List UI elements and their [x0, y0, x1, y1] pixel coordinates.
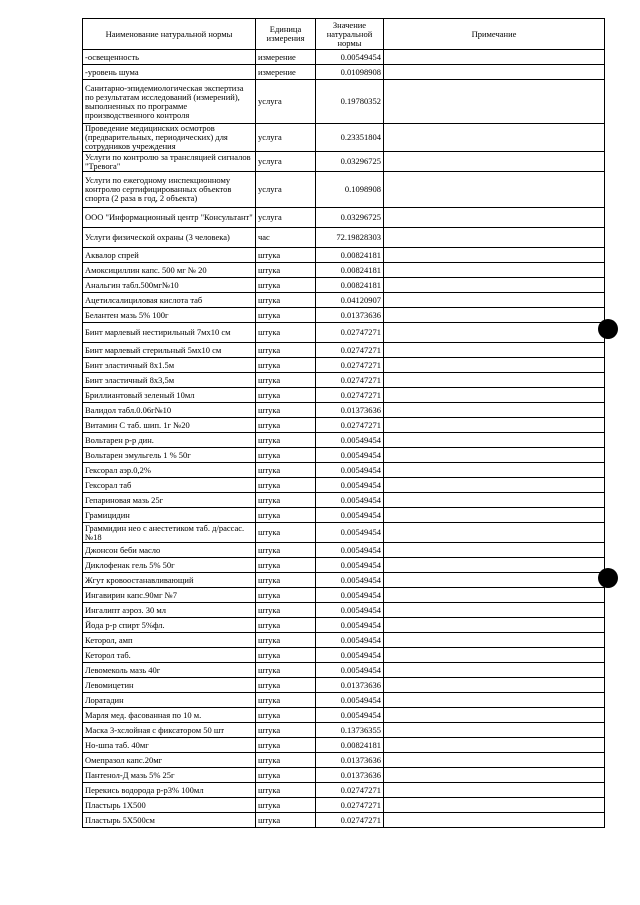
row-name: Маска 3-хслойная с фиксатором 50 шт	[83, 723, 256, 738]
table-row	[83, 403, 605, 418]
row-note	[384, 388, 605, 403]
row-value: 0.00549454	[316, 603, 384, 618]
row-value: 0.00549454	[316, 508, 384, 523]
row-value: 0.00824181	[316, 263, 384, 278]
table-row	[83, 708, 605, 723]
table-row	[83, 523, 605, 543]
row-note	[384, 358, 605, 373]
table-row	[83, 603, 605, 618]
row-unit: штука	[256, 388, 316, 403]
row-value: 0.23351804	[316, 124, 384, 152]
row-name: Услуги по ежегодному инспекционному контролю сертифицированных объектов спорта (2 раза в год, 2 объекта)	[83, 172, 256, 208]
row-note	[384, 124, 605, 152]
row-value: 0.02747271	[316, 798, 384, 813]
row-note	[384, 798, 605, 813]
table-row	[83, 543, 605, 558]
row-name: Пластырь 1Х500	[83, 798, 256, 813]
row-unit: штука	[256, 263, 316, 278]
row-name: Кеторол таб.	[83, 648, 256, 663]
header-value: Значение натуральной нормы	[316, 19, 384, 50]
row-value: 0.02747271	[316, 358, 384, 373]
row-value: 0.04120907	[316, 293, 384, 308]
row-name: Амоксициллин капс. 500 мг № 20	[83, 263, 256, 278]
row-name: Марля мед. фасованная по 10 м.	[83, 708, 256, 723]
row-note	[384, 783, 605, 798]
row-name: -освещенность	[83, 50, 256, 65]
row-name: Гексорал аэр.0,2%	[83, 463, 256, 478]
table-row	[83, 388, 605, 403]
table-row	[83, 80, 605, 124]
row-note	[384, 278, 605, 293]
row-note	[384, 152, 605, 172]
row-value: 0.02747271	[316, 813, 384, 828]
row-name: Граммидин нео с анестетиком таб. д/рассас. №18	[83, 523, 256, 543]
row-note	[384, 738, 605, 753]
table-row	[83, 433, 605, 448]
row-unit: штука	[256, 448, 316, 463]
row-note	[384, 343, 605, 358]
row-note	[384, 543, 605, 558]
row-name: Лоратадин	[83, 693, 256, 708]
row-unit: штука	[256, 588, 316, 603]
row-note	[384, 373, 605, 388]
table-row	[83, 263, 605, 278]
table-row	[83, 50, 605, 65]
row-value: 0.02747271	[316, 783, 384, 798]
header-unit: Единица измерения	[256, 19, 316, 50]
row-name: Перекись водорода р-р3% 100мл	[83, 783, 256, 798]
row-note	[384, 708, 605, 723]
row-note	[384, 603, 605, 618]
row-value: 0.00549454	[316, 523, 384, 543]
row-value: 0.00549454	[316, 633, 384, 648]
row-name: Йода р-р спирт 5%фл.	[83, 618, 256, 633]
row-value: 0.00824181	[316, 278, 384, 293]
row-value: 0.02747271	[316, 388, 384, 403]
table-row	[83, 633, 605, 648]
row-unit: штука	[256, 293, 316, 308]
row-note	[384, 228, 605, 248]
table-row	[83, 208, 605, 228]
row-unit: штука	[256, 723, 316, 738]
row-note	[384, 493, 605, 508]
row-value: 0.02747271	[316, 343, 384, 358]
row-unit: штука	[256, 663, 316, 678]
row-value: 0.00549454	[316, 478, 384, 493]
table-row	[83, 798, 605, 813]
row-unit: час	[256, 228, 316, 248]
row-unit: штука	[256, 478, 316, 493]
norms-table	[82, 18, 605, 828]
table-row	[83, 308, 605, 323]
row-name: Санитарно-эпидемиологическая экспертиза по результатам исследований (измерений), выполненных по программе производственного контроля	[83, 80, 256, 124]
row-value: 0.00549454	[316, 493, 384, 508]
row-name: Пластырь 5Х500см	[83, 813, 256, 828]
row-name: Ацетилсалициловая кислота таб	[83, 293, 256, 308]
table-row	[83, 693, 605, 708]
row-note	[384, 80, 605, 124]
row-note	[384, 403, 605, 418]
row-name: Диклофенак гель 5% 50г	[83, 558, 256, 573]
row-value: 0.01373636	[316, 768, 384, 783]
row-unit: штука	[256, 783, 316, 798]
row-unit: штука	[256, 798, 316, 813]
row-unit: штука	[256, 633, 316, 648]
table-row	[83, 618, 605, 633]
row-name: Аквалор спрей	[83, 248, 256, 263]
table-body	[83, 50, 605, 828]
row-unit: штука	[256, 618, 316, 633]
row-name: Гексорал таб	[83, 478, 256, 493]
row-value: 0.03296725	[316, 208, 384, 228]
row-unit: штука	[256, 603, 316, 618]
row-value: 0.00549454	[316, 648, 384, 663]
table-row	[83, 783, 605, 798]
row-name: Проведение медицинских осмотров (предварительных, периодических) для сотрудников учреждения	[83, 124, 256, 152]
row-unit: измерение	[256, 50, 316, 65]
row-unit: штука	[256, 248, 316, 263]
row-unit: штука	[256, 433, 316, 448]
row-name: Витамин С таб. шип. 1г №20	[83, 418, 256, 433]
row-note	[384, 633, 605, 648]
table-row	[83, 558, 605, 573]
row-name: ООО "Информационный центр "Консультант"	[83, 208, 256, 228]
row-value: 0.00549454	[316, 50, 384, 65]
row-name: Вольтарен эмульгель 1 % 50г	[83, 448, 256, 463]
row-value: 0.00549454	[316, 708, 384, 723]
row-name: Вольтарен р-р дин.	[83, 433, 256, 448]
row-unit: штука	[256, 648, 316, 663]
row-value: 0.00824181	[316, 248, 384, 263]
row-unit: штука	[256, 373, 316, 388]
row-name: Анальгин табл.500мг№10	[83, 278, 256, 293]
table-row	[83, 293, 605, 308]
row-value: 0.1098908	[316, 172, 384, 208]
row-name: Бриллиантовый зеленый 10мл	[83, 388, 256, 403]
row-unit: штука	[256, 813, 316, 828]
row-value: 0.13736355	[316, 723, 384, 738]
row-name: -уровень шума	[83, 65, 256, 80]
row-unit: штука	[256, 523, 316, 543]
table-row	[83, 588, 605, 603]
table-row	[83, 278, 605, 293]
table-row	[83, 373, 605, 388]
header-name: Наименование натуральной нормы	[83, 19, 256, 50]
row-note	[384, 663, 605, 678]
table-row	[83, 463, 605, 478]
row-name: Белантен мазь 5% 100г	[83, 308, 256, 323]
row-unit: штука	[256, 768, 316, 783]
row-value: 0.03296725	[316, 152, 384, 172]
row-note	[384, 65, 605, 80]
row-name: Бинт эластичный 8х3,5м	[83, 373, 256, 388]
table-row	[83, 323, 605, 343]
table-row	[83, 418, 605, 433]
table-row	[83, 723, 605, 738]
row-name: Услуги по контролю за трансляцией сигналов "Тревога"	[83, 152, 256, 172]
row-unit: штука	[256, 708, 316, 723]
row-unit: услуга	[256, 152, 316, 172]
row-name: Омепразол капс.20мг	[83, 753, 256, 768]
row-note	[384, 172, 605, 208]
row-name: Джонсон беби масло	[83, 543, 256, 558]
row-name: Бинт эластичный 8х1.5м	[83, 358, 256, 373]
row-note	[384, 208, 605, 228]
row-note	[384, 723, 605, 738]
row-value: 0.00549454	[316, 618, 384, 633]
row-unit: услуга	[256, 208, 316, 228]
row-name: Грамицидин	[83, 508, 256, 523]
table-row	[83, 678, 605, 693]
header-note: Примечание	[384, 19, 605, 50]
row-name: Бинт марлевый стерильный 5мх10 см	[83, 343, 256, 358]
table-row	[83, 813, 605, 828]
table-row	[83, 448, 605, 463]
row-value: 0.00549454	[316, 448, 384, 463]
row-note	[384, 618, 605, 633]
row-note	[384, 478, 605, 493]
row-unit: штука	[256, 418, 316, 433]
row-value: 0.19780352	[316, 80, 384, 124]
row-name: Но-шпа таб. 40мг	[83, 738, 256, 753]
row-note	[384, 263, 605, 278]
row-value: 0.01098908	[316, 65, 384, 80]
table-row	[83, 65, 605, 80]
table-row	[83, 663, 605, 678]
table-row	[83, 508, 605, 523]
row-value: 0.01373636	[316, 308, 384, 323]
row-unit: штука	[256, 463, 316, 478]
row-unit: штука	[256, 308, 316, 323]
row-note	[384, 448, 605, 463]
row-name: Пантенол-Д мазь 5% 25г	[83, 768, 256, 783]
row-name: Услуги физической охраны (3 человека)	[83, 228, 256, 248]
row-unit: штука	[256, 403, 316, 418]
row-note	[384, 463, 605, 478]
row-unit: штука	[256, 358, 316, 373]
row-note	[384, 588, 605, 603]
row-name: Ингавирин капс.90мг №7	[83, 588, 256, 603]
table-row	[83, 228, 605, 248]
table-row	[83, 152, 605, 172]
row-value: 0.00549454	[316, 543, 384, 558]
row-unit: услуга	[256, 172, 316, 208]
row-note	[384, 293, 605, 308]
table-header-row	[83, 19, 605, 50]
row-note	[384, 508, 605, 523]
row-unit: штука	[256, 753, 316, 768]
table-row	[83, 493, 605, 508]
row-value: 72.19828303	[316, 228, 384, 248]
row-value: 0.00824181	[316, 738, 384, 753]
row-note	[384, 753, 605, 768]
row-unit: штука	[256, 493, 316, 508]
table-row	[83, 768, 605, 783]
row-name: Бинт марлевый нестирильный 7мх10 см	[83, 323, 256, 343]
table-row	[83, 738, 605, 753]
table-row	[83, 172, 605, 208]
table-row	[83, 248, 605, 263]
row-note	[384, 768, 605, 783]
table-row	[83, 124, 605, 152]
row-note	[384, 678, 605, 693]
row-note	[384, 323, 605, 343]
row-unit: услуга	[256, 124, 316, 152]
row-value: 0.02747271	[316, 373, 384, 388]
table-row	[83, 573, 605, 588]
row-value: 0.00549454	[316, 463, 384, 478]
row-note	[384, 433, 605, 448]
row-value: 0.00549454	[316, 433, 384, 448]
row-value: 0.00549454	[316, 663, 384, 678]
row-note	[384, 248, 605, 263]
table-row	[83, 478, 605, 493]
row-value: 0.01373636	[316, 678, 384, 693]
row-value: 0.02747271	[316, 418, 384, 433]
row-value: 0.01373636	[316, 403, 384, 418]
row-name: Ингалипт аэроз. 30 мл	[83, 603, 256, 618]
row-name: Кеторол, амп	[83, 633, 256, 648]
row-note	[384, 813, 605, 828]
table-row	[83, 358, 605, 373]
row-unit: штука	[256, 558, 316, 573]
table-row	[83, 343, 605, 358]
row-note	[384, 523, 605, 543]
row-note	[384, 693, 605, 708]
row-note	[384, 308, 605, 323]
table-row	[83, 753, 605, 768]
row-value: 0.00549454	[316, 588, 384, 603]
row-value: 0.01373636	[316, 753, 384, 768]
row-note	[384, 573, 605, 588]
row-unit: штука	[256, 543, 316, 558]
row-note	[384, 558, 605, 573]
row-unit: штука	[256, 343, 316, 358]
row-value: 0.00549454	[316, 558, 384, 573]
row-value: 0.00549454	[316, 573, 384, 588]
row-unit: штука	[256, 323, 316, 343]
row-unit: услуга	[256, 80, 316, 124]
row-unit: штука	[256, 738, 316, 753]
row-value: 0.02747271	[316, 323, 384, 343]
row-name: Жгут кровоостанавливающий	[83, 573, 256, 588]
row-name: Валидол табл.0.06г№10	[83, 403, 256, 418]
row-note	[384, 418, 605, 433]
row-unit: штука	[256, 573, 316, 588]
row-name: Левомицетин	[83, 678, 256, 693]
row-value: 0.00549454	[316, 693, 384, 708]
row-unit: штука	[256, 678, 316, 693]
row-note	[384, 648, 605, 663]
row-unit: штука	[256, 508, 316, 523]
row-name: Левомеколь мазь 40г	[83, 663, 256, 678]
table-row	[83, 648, 605, 663]
row-unit: штука	[256, 278, 316, 293]
row-unit: штука	[256, 693, 316, 708]
row-note	[384, 50, 605, 65]
row-unit: измерение	[256, 65, 316, 80]
row-name: Гепариновая мазь 25г	[83, 493, 256, 508]
